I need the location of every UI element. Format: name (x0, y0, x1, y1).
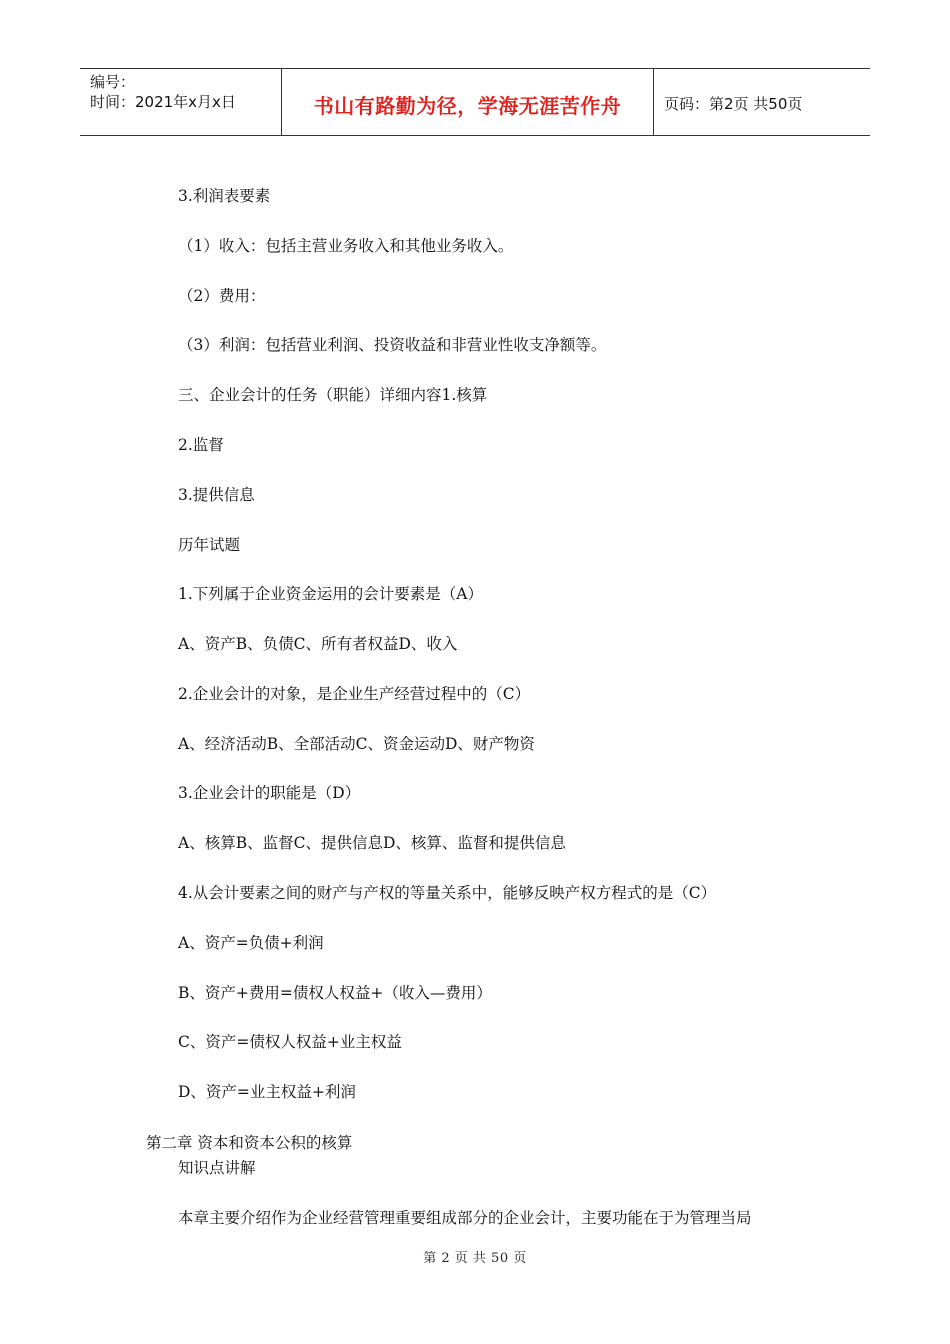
header-meta-cell (80, 69, 282, 135)
body-line: （1）收入：包括主营业务收入和其他业务收入。 (178, 237, 514, 255)
section-title: 知识点讲解 (178, 1159, 256, 1177)
body-line: 历年试题 (178, 536, 241, 554)
body-line: A、资产B、负债C、所有者权益D、收入 (178, 635, 458, 653)
header-page-cell (654, 69, 870, 135)
body-line: A、经济活动B、全部活动C、资金运动D、财产物资 (178, 735, 535, 753)
body-line: 3.利润表要素 (178, 187, 271, 205)
body-line: 1.下列属于企业资金运用的会计要素是（A） (178, 585, 483, 603)
body-line: B、资产+费用=债权人权益+（收入—费用） (178, 984, 492, 1002)
body-line: 3.企业会计的职能是（D） (178, 784, 361, 802)
body-line: 2.企业会计的对象，是企业生产经营过程中的（C） (178, 685, 531, 703)
body-paragraph: 本章主要介绍作为企业经营管理重要组成部分的企业会计，主要功能在于为管理当局 (178, 1209, 752, 1227)
body-line: D、资产=业主权益+利润 (178, 1083, 356, 1101)
body-line: A、资产=负债+利润 (178, 934, 324, 952)
body-line: （2）费用： (178, 287, 266, 305)
time-label: 时间：2021年x月x日 (90, 93, 236, 111)
body-line: A、核算B、监督C、提供信息D、核算、监督和提供信息 (178, 834, 566, 852)
body-line: C、资产=债权人权益+业主权益 (178, 1033, 402, 1051)
chapter-title: 第二章 资本和资本公积的核算 (146, 1134, 353, 1152)
page-footer: 第 2 页 共 50 页 (423, 1251, 527, 1266)
body-line: 3.提供信息 (178, 486, 255, 504)
body-line: 4.从会计要素之间的财产与产权的等量关系中，能够反映产权方程式的是（C） (178, 884, 717, 902)
header-motto-cell (282, 69, 654, 135)
page-code: 页码：第2页 共50页 (664, 94, 803, 113)
body-line: （3）利润：包括营业利润、投资收益和非营业性收支净额等。 (178, 336, 607, 354)
page-header (80, 68, 870, 136)
body-line: 三、企业会计的任务（职能）详细内容1.核算 (178, 386, 488, 404)
number-label: 编号： (90, 73, 136, 91)
body-line: 2.监督 (178, 436, 224, 454)
motto-text: 书山有路勤为径，学海无涯苦作舟 (313, 93, 622, 118)
